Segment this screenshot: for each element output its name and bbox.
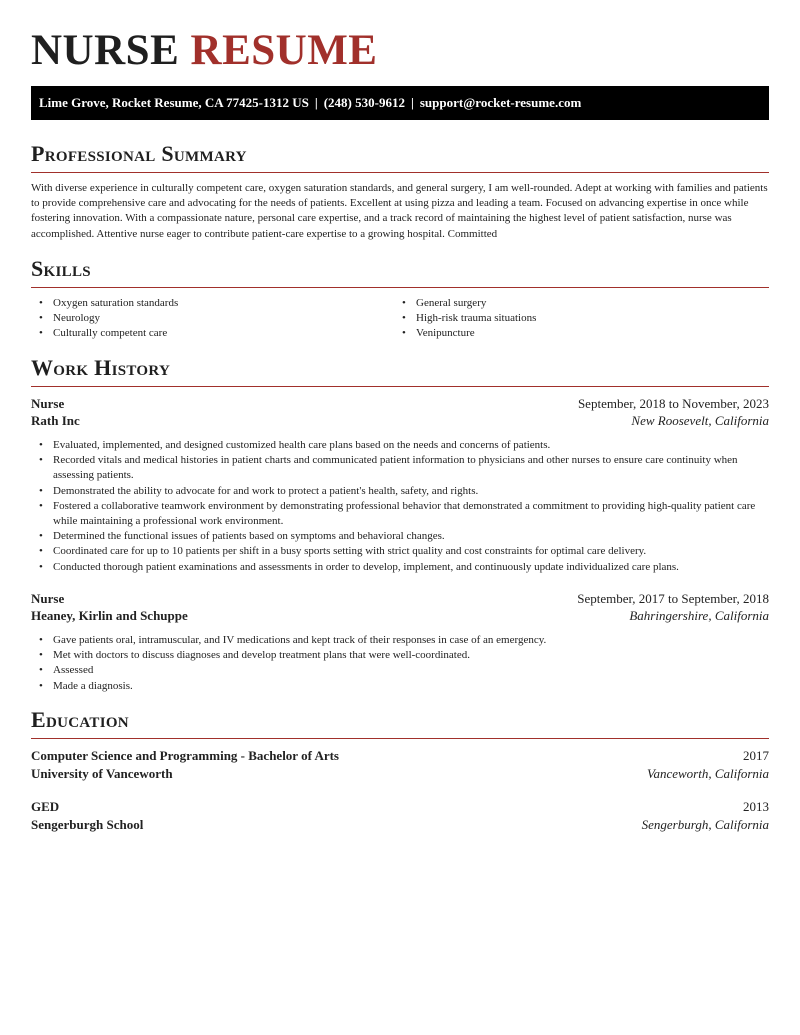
contact-phone: (248) 530-9612 <box>323 95 405 110</box>
education-school: Sengerburgh School <box>31 817 144 832</box>
job-duty: • Coordinated care for up to 10 patients per shift in a busy sports setting with strict quality and cost constraints for optimal care delivery. <box>31 544 769 559</box>
skills-heading: Skills <box>31 256 91 281</box>
work-heading: Work History <box>31 355 171 380</box>
education-degree: GED <box>31 799 60 814</box>
summary-text: With diverse experience in culturally competent care, oxygen saturation standards, and general surgery, I am well-rounded. Adept at working with families and patients to provide comprehensive care and advocating for the needs of patients. Excellent at using pizza and leading a team. Focused on advancing expertise in once while fostering innovation. With a compassionate nature, personal care expertise, and a track record of maintaining the highest level of patient satisfaction, nurse was accomplished. Attentive nurse eager to contribute patient-care expertise to a growing hospital. Committed <box>31 182 768 240</box>
education-school: University of Vanceworth <box>31 766 173 781</box>
job-duty: • Gave patients oral, intramuscular, and IV medications and kept track of their responses in case of an emergency. <box>31 633 769 648</box>
contact-address: Lime Grove, Rocket Resume, CA 77425-1312 US <box>39 95 309 110</box>
job-duty: • Conducted thorough patient examinations and assessments in order to develop, implement, and continuously update individualized care plans. <box>31 560 769 575</box>
job-location: Bahringershire, California <box>629 608 769 623</box>
first-name: NURSE <box>31 27 180 74</box>
contact-bar <box>31 86 769 120</box>
job-duty: • Met with doctors to discuss diagnoses and develop treatment plans that were well-coordinated. <box>31 648 769 663</box>
skill-item: • Venipuncture <box>394 326 754 341</box>
skill-item: • Oxygen saturation standards <box>31 296 391 311</box>
job-duty: • Made a diagnosis. <box>31 679 769 694</box>
skill-item: • General surgery <box>394 296 754 311</box>
education-year: 2013 <box>743 799 769 814</box>
skills-list-left <box>31 296 391 342</box>
contact-email: support@rocket-resume.com <box>419 95 582 110</box>
job-duties-list <box>31 633 769 694</box>
section-divider <box>31 386 769 387</box>
skills-list-right <box>394 296 754 342</box>
skill-item: • Culturally competent care <box>31 326 391 341</box>
section-divider <box>31 172 769 173</box>
education-degree: Computer Science and Programming - Bachelor of Arts <box>31 748 339 763</box>
job-title: Nurse <box>31 396 65 411</box>
job-duties-list <box>31 438 769 575</box>
last-name: RESUME <box>190 27 378 74</box>
job-duty: • Fostered a collaborative teamwork environment by demonstrating professional behavior that demonstrated a commitment to providing high-quality patient care while maintaining a professional work environment. <box>31 499 769 529</box>
education-heading: Education <box>31 707 129 732</box>
job-dates: September, 2018 to November, 2023 <box>577 396 769 411</box>
skill-item: • Neurology <box>31 311 391 326</box>
job-location: New Roosevelt, California <box>631 413 769 428</box>
job-company: Rath Inc <box>31 413 80 428</box>
job-title: Nurse <box>31 591 65 606</box>
job-duty: • Determined the functional issues of patients based on symptoms and behavioral changes. <box>31 529 769 544</box>
job-duty: • Evaluated, implemented, and designed customized health care plans based on the needs and concerns of patients. <box>31 438 769 453</box>
job-dates: September, 2017 to September, 2018 <box>577 591 769 606</box>
section-divider <box>31 287 769 288</box>
education-location: Sengerburgh, California <box>641 817 769 832</box>
job-company: Heaney, Kirlin and Schuppe <box>31 608 188 623</box>
resume-name <box>31 28 377 74</box>
section-divider <box>31 738 769 739</box>
job-duty: • Demonstrated the ability to advocate for and work to protect a patient's health, safety, and rights. <box>31 484 769 499</box>
job-duty: • Assessed <box>31 663 769 678</box>
education-year: 2017 <box>743 748 769 763</box>
education-location: Vanceworth, California <box>646 766 769 781</box>
skill-item: • High-risk trauma situations <box>394 311 754 326</box>
contact-separator: | <box>410 95 414 110</box>
contact-separator: | <box>314 95 318 110</box>
job-duty: • Recorded vitals and medical histories in patient charts and communicated patient information to physicians and other nurses to ensure care continuity when assessing patients. <box>31 453 769 483</box>
summary-heading: Professional Summary <box>31 141 247 166</box>
